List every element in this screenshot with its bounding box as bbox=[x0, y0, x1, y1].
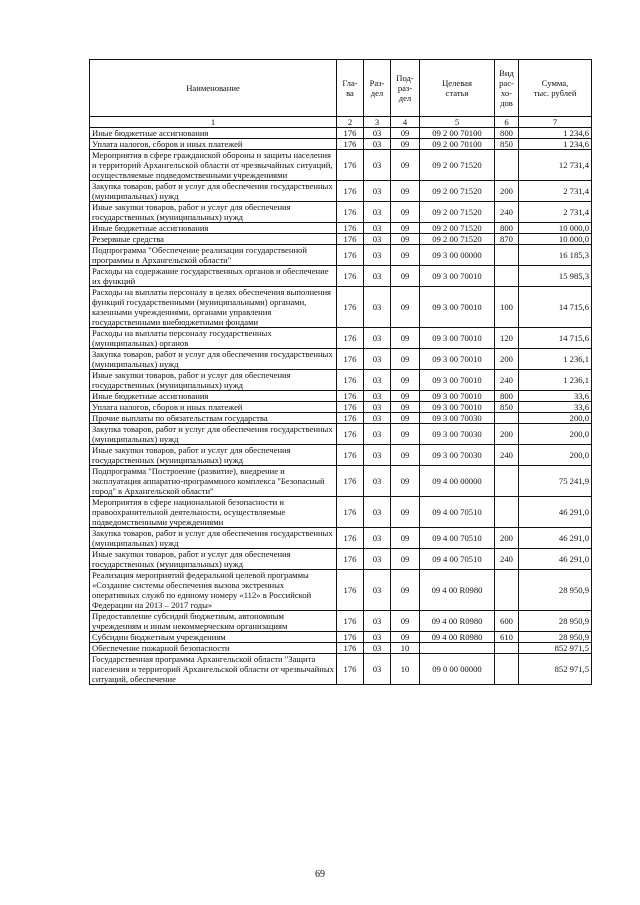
table-row bbox=[90, 150, 592, 181]
cell-expense-type bbox=[495, 654, 519, 685]
cell-expense-type: 120 bbox=[495, 328, 519, 349]
cell-expense-type bbox=[495, 466, 519, 497]
cell-name: Расходы на выплаты персоналу государственных (муниципальных) органов bbox=[90, 328, 337, 349]
table-row bbox=[90, 549, 592, 570]
cell-section: 03 bbox=[364, 445, 391, 466]
cell-target: 09 3 00 70010 bbox=[420, 266, 495, 287]
table-row bbox=[90, 370, 592, 391]
cell-chapter: 176 bbox=[337, 549, 364, 570]
cell-subsection: 09 bbox=[391, 245, 420, 266]
cell-target: 09 2 00 71520 bbox=[420, 202, 495, 223]
column-number: 7 bbox=[519, 117, 592, 128]
cell-sum: 33,6 bbox=[519, 402, 592, 413]
cell-subsection: 09 bbox=[391, 391, 420, 402]
table-row bbox=[90, 445, 592, 466]
cell-section: 03 bbox=[364, 234, 391, 245]
cell-chapter: 176 bbox=[337, 202, 364, 223]
cell-subsection: 09 bbox=[391, 413, 420, 424]
cell-section: 03 bbox=[364, 128, 391, 139]
cell-target: 09 4 00 R0980 bbox=[420, 611, 495, 632]
cell-section: 03 bbox=[364, 654, 391, 685]
cell-chapter: 176 bbox=[337, 139, 364, 150]
cell-subsection: 09 bbox=[391, 632, 420, 643]
cell-expense-type: 200 bbox=[495, 181, 519, 202]
header-chapter bbox=[337, 60, 364, 117]
cell-sum: 28 950,9 bbox=[519, 632, 592, 643]
cell-expense-type bbox=[495, 413, 519, 424]
table-row bbox=[90, 234, 592, 245]
cell-expense-type: 800 bbox=[495, 391, 519, 402]
cell-chapter: 176 bbox=[337, 266, 364, 287]
cell-sum: 75 241,9 bbox=[519, 466, 592, 497]
header-section-text: Раз- дел bbox=[369, 78, 385, 98]
cell-expense-type: 100 bbox=[495, 287, 519, 328]
cell-section: 03 bbox=[364, 413, 391, 424]
cell-chapter: 176 bbox=[337, 234, 364, 245]
cell-target: 09 3 00 70010 bbox=[420, 370, 495, 391]
cell-subsection: 09 bbox=[391, 139, 420, 150]
cell-chapter: 176 bbox=[337, 570, 364, 611]
header-target bbox=[420, 60, 495, 117]
header-row bbox=[90, 60, 592, 117]
cell-expense-type bbox=[495, 643, 519, 654]
cell-target: 09 3 00 70010 bbox=[420, 402, 495, 413]
cell-sum: 10 000,0 bbox=[519, 234, 592, 245]
cell-sum: 200,0 bbox=[519, 413, 592, 424]
cell-chapter: 176 bbox=[337, 632, 364, 643]
cell-chapter: 176 bbox=[337, 181, 364, 202]
table-row bbox=[90, 139, 592, 150]
cell-expense-type: 200 bbox=[495, 424, 519, 445]
cell-target: 09 0 00 00000 bbox=[420, 654, 495, 685]
cell-chapter: 176 bbox=[337, 497, 364, 528]
cell-target: 09 4 00 R0980 bbox=[420, 632, 495, 643]
cell-chapter: 176 bbox=[337, 528, 364, 549]
column-number: 2 bbox=[337, 117, 364, 128]
cell-expense-type: 200 bbox=[495, 528, 519, 549]
cell-expense-type bbox=[495, 266, 519, 287]
cell-target: 09 2 00 70100 bbox=[420, 139, 495, 150]
cell-subsection: 09 bbox=[391, 549, 420, 570]
cell-subsection: 09 bbox=[391, 424, 420, 445]
cell-chapter: 176 bbox=[337, 413, 364, 424]
cell-subsection: 09 bbox=[391, 370, 420, 391]
cell-name: Иные закупки товаров, работ и услуг для обеспечения государственных (муниципальных) нужд bbox=[90, 202, 337, 223]
cell-subsection: 10 bbox=[391, 643, 420, 654]
cell-sum: 33,6 bbox=[519, 391, 592, 402]
table-body bbox=[90, 117, 592, 685]
cell-name: Субсидии бюджетным учреждениям bbox=[90, 632, 337, 643]
header-name bbox=[90, 60, 337, 117]
cell-subsection: 09 bbox=[391, 234, 420, 245]
cell-subsection: 09 bbox=[391, 570, 420, 611]
cell-name: Уплата налогов, сборов и иных платежей bbox=[90, 139, 337, 150]
cell-sum: 16 185,3 bbox=[519, 245, 592, 266]
cell-name: Закупка товаров, работ и услуг для обеспечения государственных (муниципальных) нужд bbox=[90, 528, 337, 549]
cell-name: Иные закупки товаров, работ и услуг для обеспечения государственных (муниципальных) нужд bbox=[90, 549, 337, 570]
cell-sum: 46 291,0 bbox=[519, 549, 592, 570]
cell-expense-type: 850 bbox=[495, 139, 519, 150]
cell-sum: 2 731,4 bbox=[519, 202, 592, 223]
cell-subsection: 09 bbox=[391, 181, 420, 202]
cell-sum: 46 291,0 bbox=[519, 528, 592, 549]
cell-chapter: 176 bbox=[337, 391, 364, 402]
table-row bbox=[90, 328, 592, 349]
cell-target: 09 4 00 70510 bbox=[420, 528, 495, 549]
table-header bbox=[90, 60, 592, 117]
cell-chapter: 176 bbox=[337, 424, 364, 445]
cell-subsection: 09 bbox=[391, 223, 420, 234]
cell-section: 03 bbox=[364, 632, 391, 643]
cell-name: Иные бюджетные ассигнования bbox=[90, 128, 337, 139]
cell-name: Прочие выплаты по обязательствам государства bbox=[90, 413, 337, 424]
cell-expense-type: 850 bbox=[495, 402, 519, 413]
cell-subsection: 09 bbox=[391, 466, 420, 497]
cell-subsection: 09 bbox=[391, 202, 420, 223]
cell-expense-type bbox=[495, 497, 519, 528]
cell-sum: 1 234,6 bbox=[519, 139, 592, 150]
cell-chapter: 176 bbox=[337, 370, 364, 391]
cell-name: Мероприятия в сфере гражданской обороны и защиты населения и территорий Архангельской области от чрезвычайных ситуаций, осуществляемые подведомственными учреждениями bbox=[90, 150, 337, 181]
table-row bbox=[90, 287, 592, 328]
cell-target: 09 4 00 70510 bbox=[420, 497, 495, 528]
table-row bbox=[90, 402, 592, 413]
cell-section: 03 bbox=[364, 349, 391, 370]
cell-target: 09 2 00 70100 bbox=[420, 128, 495, 139]
cell-sum: 14 715,6 bbox=[519, 287, 592, 328]
cell-target: 09 2 00 71520 bbox=[420, 223, 495, 234]
header-sum bbox=[519, 60, 592, 117]
page-number: 69 bbox=[315, 869, 325, 880]
cell-subsection: 09 bbox=[391, 266, 420, 287]
cell-name: Расходы на содержание государственных органов и обеспечение их функций bbox=[90, 266, 337, 287]
column-number-row bbox=[90, 117, 592, 128]
cell-chapter: 176 bbox=[337, 328, 364, 349]
cell-expense-type: 800 bbox=[495, 223, 519, 234]
table-row bbox=[90, 466, 592, 497]
table-row bbox=[90, 643, 592, 654]
cell-name: Иные бюджетные ассигнования bbox=[90, 223, 337, 234]
cell-chapter: 176 bbox=[337, 287, 364, 328]
cell-subsection: 09 bbox=[391, 328, 420, 349]
header-subsection bbox=[391, 60, 420, 117]
cell-target: 09 3 00 70010 bbox=[420, 391, 495, 402]
cell-expense-type: 240 bbox=[495, 445, 519, 466]
cell-chapter: 176 bbox=[337, 643, 364, 654]
cell-name: Расходы на выплаты персоналу в целях обеспечения выполнения функций государственными (муниципальными) органами, казенными учреждениями, органами управления государственными внебюджетными фондами bbox=[90, 287, 337, 328]
cell-subsection: 09 bbox=[391, 402, 420, 413]
cell-sum: 1 236,1 bbox=[519, 370, 592, 391]
header-sum-text: Сумма, тыс. рублей bbox=[533, 78, 577, 98]
header-expense-type bbox=[495, 60, 519, 117]
cell-section: 03 bbox=[364, 528, 391, 549]
cell-name: Подпрограмма "Обеспечение реализации государственной программы в Архангельской области" bbox=[90, 245, 337, 266]
cell-name: Иные закупки товаров, работ и услуг для обеспечения государственных (муниципальных) нужд bbox=[90, 370, 337, 391]
cell-chapter: 176 bbox=[337, 223, 364, 234]
cell-expense-type: 870 bbox=[495, 234, 519, 245]
table-row bbox=[90, 181, 592, 202]
table-row bbox=[90, 570, 592, 611]
cell-expense-type bbox=[495, 570, 519, 611]
cell-target bbox=[420, 643, 495, 654]
cell-target: 09 2 00 71520 bbox=[420, 234, 495, 245]
cell-section: 03 bbox=[364, 139, 391, 150]
cell-name: Иные бюджетные ассигнования bbox=[90, 391, 337, 402]
cell-name: Закупка товаров, работ и услуг для обеспечения государственных (муниципальных) нужд bbox=[90, 181, 337, 202]
cell-subsection: 09 bbox=[391, 528, 420, 549]
cell-section: 03 bbox=[364, 549, 391, 570]
header-subsection-text: Под- раз- дел bbox=[396, 73, 414, 103]
cell-target: 09 3 00 70010 bbox=[420, 328, 495, 349]
cell-target: 09 3 00 70010 bbox=[420, 349, 495, 370]
cell-section: 03 bbox=[364, 391, 391, 402]
cell-target: 09 3 00 70030 bbox=[420, 413, 495, 424]
table-row bbox=[90, 497, 592, 528]
cell-name: Обеспечение пожарной безопасности bbox=[90, 643, 337, 654]
column-number: 5 bbox=[420, 117, 495, 128]
cell-chapter: 176 bbox=[337, 611, 364, 632]
cell-section: 03 bbox=[364, 570, 391, 611]
table-row bbox=[90, 654, 592, 685]
cell-section: 03 bbox=[364, 370, 391, 391]
cell-target: 09 2 00 71520 bbox=[420, 181, 495, 202]
cell-name: Иные закупки товаров, работ и услуг для обеспечения государственных (муниципальных) нужд bbox=[90, 445, 337, 466]
cell-subsection: 09 bbox=[391, 150, 420, 181]
cell-sum: 200,0 bbox=[519, 445, 592, 466]
table-row bbox=[90, 611, 592, 632]
cell-chapter: 176 bbox=[337, 654, 364, 685]
cell-sum: 2 731,4 bbox=[519, 181, 592, 202]
cell-section: 03 bbox=[364, 424, 391, 445]
cell-sum: 28 950,9 bbox=[519, 570, 592, 611]
cell-subsection: 09 bbox=[391, 349, 420, 370]
cell-subsection: 09 bbox=[391, 287, 420, 328]
cell-chapter: 176 bbox=[337, 402, 364, 413]
cell-name: Закупка товаров, работ и услуг для обеспечения государственных (муниципальных) нужд bbox=[90, 424, 337, 445]
column-number: 1 bbox=[90, 117, 337, 128]
cell-section: 03 bbox=[364, 150, 391, 181]
cell-section: 03 bbox=[364, 223, 391, 234]
cell-subsection: 09 bbox=[391, 611, 420, 632]
cell-expense-type bbox=[495, 150, 519, 181]
header-chapter-text: Гла- ва bbox=[342, 78, 358, 98]
cell-expense-type: 240 bbox=[495, 202, 519, 223]
cell-sum: 1 234,6 bbox=[519, 128, 592, 139]
cell-section: 03 bbox=[364, 328, 391, 349]
budget-table bbox=[89, 59, 592, 685]
cell-sum: 852 971,5 bbox=[519, 654, 592, 685]
table-row bbox=[90, 391, 592, 402]
cell-name: Государственная программа Архангельской области "Защита населения и территорий Архангельской области от чрезвычайных ситуаций, обеспечение bbox=[90, 654, 337, 685]
header-expense-type-text: Вид рас- хо- дов bbox=[499, 68, 514, 108]
cell-chapter: 176 bbox=[337, 150, 364, 181]
cell-expense-type: 200 bbox=[495, 349, 519, 370]
cell-name: Закупка товаров, работ и услуг для обеспечения государственных (муниципальных) нужд bbox=[90, 349, 337, 370]
table-row bbox=[90, 245, 592, 266]
cell-subsection: 10 bbox=[391, 654, 420, 685]
cell-sum: 10 000,0 bbox=[519, 223, 592, 234]
table-row bbox=[90, 424, 592, 445]
cell-section: 03 bbox=[364, 497, 391, 528]
cell-target: 09 4 00 00000 bbox=[420, 466, 495, 497]
cell-sum: 852 971,5 bbox=[519, 643, 592, 654]
cell-sum: 14 715,6 bbox=[519, 328, 592, 349]
cell-section: 03 bbox=[364, 202, 391, 223]
cell-sum: 46 291,0 bbox=[519, 497, 592, 528]
column-number: 4 bbox=[391, 117, 420, 128]
table-row bbox=[90, 413, 592, 424]
cell-sum: 1 236,1 bbox=[519, 349, 592, 370]
column-number: 3 bbox=[364, 117, 391, 128]
header-section bbox=[364, 60, 391, 117]
cell-subsection: 09 bbox=[391, 445, 420, 466]
table-row bbox=[90, 266, 592, 287]
cell-chapter: 176 bbox=[337, 445, 364, 466]
cell-subsection: 09 bbox=[391, 128, 420, 139]
cell-expense-type: 240 bbox=[495, 549, 519, 570]
cell-expense-type: 600 bbox=[495, 611, 519, 632]
cell-target: 09 4 00 R0980 bbox=[420, 570, 495, 611]
cell-sum: 12 731,4 bbox=[519, 150, 592, 181]
cell-target: 09 3 00 00000 bbox=[420, 245, 495, 266]
cell-expense-type bbox=[495, 245, 519, 266]
cell-section: 03 bbox=[364, 266, 391, 287]
table-row bbox=[90, 128, 592, 139]
table-row bbox=[90, 223, 592, 234]
cell-name: Подпрограмма "Построение (развитие), внедрение и эксплуатация аппаратно-программного комплекса "Безопасный город" в Архангельской области" bbox=[90, 466, 337, 497]
cell-target: 09 2 00 71520 bbox=[420, 150, 495, 181]
table-row bbox=[90, 632, 592, 643]
cell-section: 03 bbox=[364, 245, 391, 266]
cell-chapter: 176 bbox=[337, 245, 364, 266]
cell-name: Мероприятия в сфере национальной безопасности и правоохранительной деятельности, осуществляемые подведомственными учреждениями bbox=[90, 497, 337, 528]
cell-section: 03 bbox=[364, 287, 391, 328]
cell-section: 03 bbox=[364, 181, 391, 202]
cell-section: 03 bbox=[364, 466, 391, 497]
cell-section: 03 bbox=[364, 643, 391, 654]
cell-section: 03 bbox=[364, 402, 391, 413]
cell-name: Предоставление субсидий бюджетным, автономным учреждениям и иным некоммерческим организациям bbox=[90, 611, 337, 632]
cell-chapter: 176 bbox=[337, 349, 364, 370]
cell-sum: 200,0 bbox=[519, 424, 592, 445]
column-number: 6 bbox=[495, 117, 519, 128]
header-target-text: Целевая статья bbox=[442, 78, 472, 98]
cell-expense-type: 240 bbox=[495, 370, 519, 391]
table-row bbox=[90, 202, 592, 223]
cell-target: 09 3 00 70030 bbox=[420, 445, 495, 466]
cell-chapter: 176 bbox=[337, 128, 364, 139]
cell-name: Уплата налогов, сборов и иных платежей bbox=[90, 402, 337, 413]
cell-target: 09 4 00 70510 bbox=[420, 549, 495, 570]
cell-expense-type: 800 bbox=[495, 128, 519, 139]
header-name-text: Наименование bbox=[186, 83, 240, 93]
cell-name: Реализация мероприятий федеральной целевой программы «Создание системы обеспечения вызова экстренных оперативных служб по единому номеру «112» в Российской Федерации на 2013 – 2017 годы» bbox=[90, 570, 337, 611]
cell-sum: 28 950,9 bbox=[519, 611, 592, 632]
table-row bbox=[90, 349, 592, 370]
cell-name: Резервные средства bbox=[90, 234, 337, 245]
cell-target: 09 3 00 70030 bbox=[420, 424, 495, 445]
cell-sum: 15 985,3 bbox=[519, 266, 592, 287]
cell-expense-type: 610 bbox=[495, 632, 519, 643]
table-row bbox=[90, 528, 592, 549]
cell-target: 09 3 00 70010 bbox=[420, 287, 495, 328]
cell-chapter: 176 bbox=[337, 466, 364, 497]
cell-subsection: 09 bbox=[391, 497, 420, 528]
cell-section: 03 bbox=[364, 611, 391, 632]
